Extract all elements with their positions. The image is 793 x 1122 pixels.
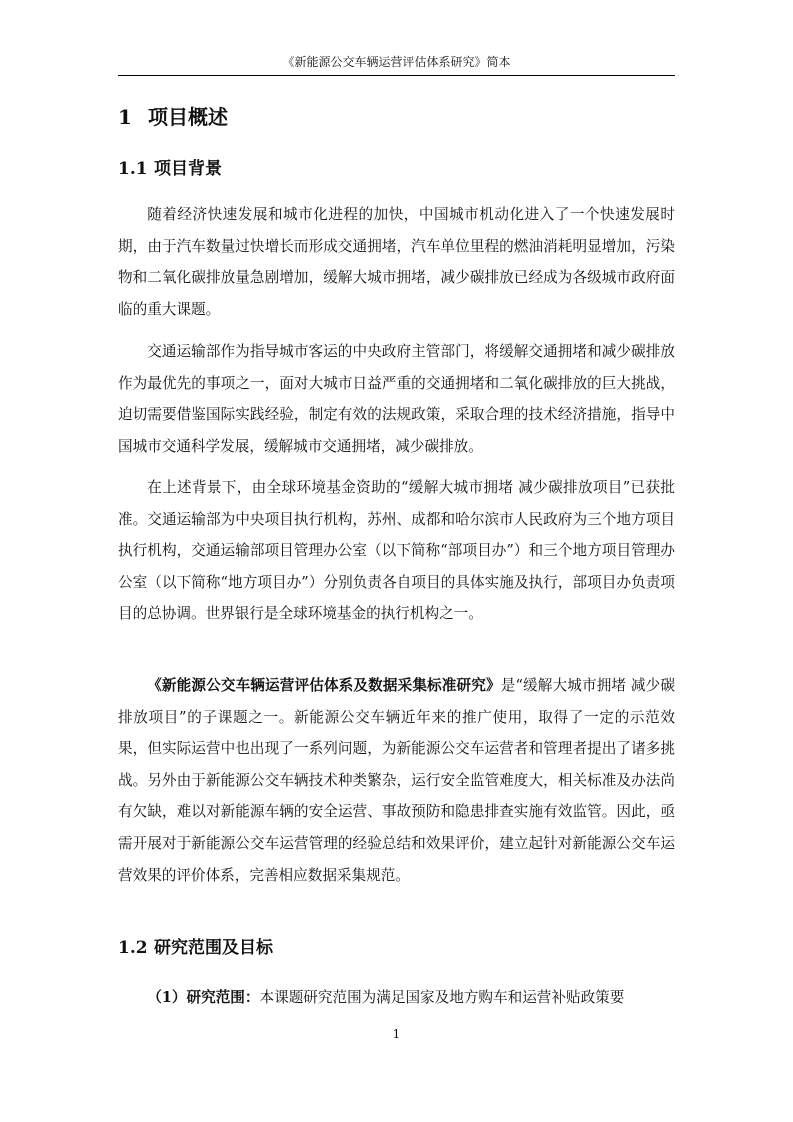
section-1-1-title: 项目背景 — [154, 159, 222, 179]
paragraph-background-4 — [118, 670, 675, 891]
running-header: 《新能源公交车辆运营评估体系研究》简本 — [282, 55, 511, 69]
research-scope-text: 本课题研究范围为满足国家及地方购车和运营补贴政策要 — [259, 989, 625, 1006]
header-rule — [118, 75, 675, 76]
page-number: 1 — [392, 1027, 401, 1041]
section-1-number: 1 — [118, 105, 132, 129]
subproject-title: 《新能源公交车辆运营评估体系及数据采集标准研究》 — [147, 677, 501, 694]
paragraph-background-2: 交通运输部作为指导城市客运的中央政府主管部门，将缓解交通拥堵和减少碳排放作为最优先的事项之一，面对大城市日益严重的交通拥堵和二氧化碳排放的巨大挑战，迫切需要借鉴国际实践经验，制定有效的法规政策，采取合理的技术经济措施，指导中国城市交通科学发展，缓解城市交通拥堵，减少碳排放。 — [118, 343, 675, 455]
paragraph-background-4-text: 是“缓解大城市拥堵 减少碳排放项目”的子课题之一。新能源公交车辆近年来的推广使用，取得了一定的示范效果，但实际运营中也出现了一系列问题，为新能源公交车运营者和管理者提出了诸多挑战。另外由于新能源公交车辆技术种类繁杂，运行安全监管难度大，相关标准及办法尚有欠缺，难以对新能源车辆的安全运营、事故预防和隐患排查实施有效监管。因此，亟需开展对于新能源公交车运营管理的经验总结和效果评价，建立起针对新能源公交车运营效果的评价体系，完善相应数据采集规范。 — [118, 677, 675, 884]
section-1-title: 项目概述 — [148, 105, 228, 129]
section-1-2-heading — [118, 937, 273, 959]
paragraph-background-1: 随着经济快速发展和城市化进程的加快，中国城市机动化进入了一个快速发展时期，由于汽车数量过快增长而形成交通拥堵，汽车单位里程的燃油消耗明显增加，污染物和二氧化碳排放量急剧增加，缓解大城市拥堵，减少碳排放已经成为各级城市政府面临的重大课题。 — [118, 206, 675, 318]
section-1-1-number: 1.1 — [118, 159, 148, 179]
paragraph-background-3: 在上述背景下，由全球环境基金资助的“缓解大城市拥堵 减少碳排放项目”已获批准。交通运输部为中央项目执行机构，苏州、成都和哈尔滨市人民政府为三个地方项目执行机构，交通运输部项目管理办公室（以下简称“部项目办”）和三个地方项目管理办公室（以下简称“地方项目办”）分别负责各自项目的具体实施及执行，部项目办负责项目的总协调。世界银行是全球环境基金的执行机构之一。 — [118, 479, 675, 623]
research-scope-label: （1）研究范围： — [147, 989, 260, 1006]
section-1-2-number: 1.2 — [118, 938, 148, 958]
research-scope-item — [118, 982, 675, 1014]
section-1-1-heading — [118, 158, 222, 180]
section-1-heading — [118, 104, 228, 130]
section-1-2-title: 研究范围及目标 — [154, 938, 273, 958]
